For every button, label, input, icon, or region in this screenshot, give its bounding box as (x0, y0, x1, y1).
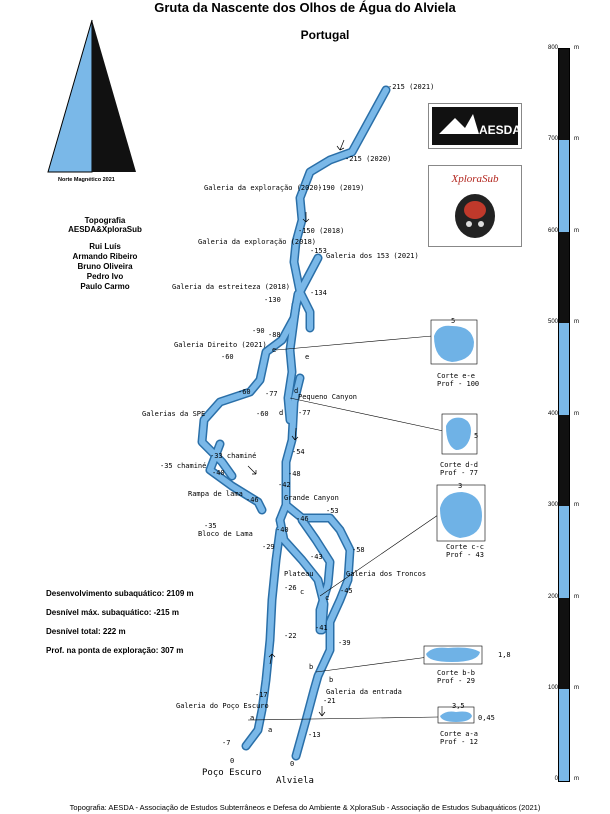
passage-label: Rampa de lama (188, 490, 243, 498)
section-dimension: 5 (451, 317, 456, 325)
depth-label: -43 (310, 553, 323, 561)
section-name: Corte c-c (446, 543, 484, 551)
passage-label: -33 chaminé (210, 452, 257, 460)
depth-label: -21 (323, 697, 336, 705)
depth-label: -130 (264, 296, 281, 304)
section-d-d (442, 414, 477, 454)
depth-scale-tick: 600 (547, 228, 558, 234)
stat-max-depth: Desnível máx. subaquático: -215 m (46, 608, 179, 617)
depth-scale-tick: 100 (547, 685, 558, 691)
passage-label: Pequeno Canyon (298, 393, 358, 401)
depth-label: -48 (288, 470, 301, 478)
credits-name: Paulo Carmo (80, 282, 130, 291)
depth-scale-tick: 400 (547, 411, 558, 417)
section-depth: Prof - 43 (446, 551, 484, 559)
section-c-c (437, 485, 485, 541)
station-label: e (305, 353, 310, 361)
depth-label: -190 (2019) (318, 184, 365, 192)
depth-label: -22 (284, 632, 297, 640)
depth-label: -77 (265, 390, 278, 398)
map-subtitle: Portugal (300, 28, 350, 42)
station-label: d (294, 387, 299, 395)
footer-credits: Topografia: AESDA - Associação de Estudos Subterrâneos e Defesa do Ambiente & XploraSub - Associação de Estudos Subaquáticos (2021) (69, 803, 541, 812)
passage-label: Galeria dos 153 (2021) (326, 252, 419, 260)
depth-scale-unit: m (574, 502, 579, 508)
depth-label: -13 (308, 731, 321, 739)
depth-label: -60 (221, 353, 234, 361)
depth-label: -7 (222, 739, 231, 747)
depth-label: -40 (276, 526, 289, 534)
entrance-label: Alviela (276, 776, 314, 786)
section-depth: Prof - 100 (437, 380, 480, 388)
depth-label: -29 (262, 543, 275, 551)
station-label: d (279, 409, 284, 417)
depth-scale-unit: m (574, 319, 579, 325)
credits-heading-1: Topografia (84, 216, 126, 225)
passage-label: Galeria da estreiteza (2018) (172, 283, 291, 291)
section-depth: Prof - 29 (437, 677, 475, 685)
depth-scale-unit: m (574, 136, 579, 142)
depth-label: -60 (238, 388, 251, 396)
passage-label: Galeria dos Troncos (346, 570, 427, 578)
depth-label: -90 (252, 327, 265, 335)
entrance-label: Poço Escuro (202, 768, 262, 778)
map-title: Gruta da Nascente dos Olhos de Água do Alviela (154, 0, 456, 15)
depth-scale-tick: 0 (554, 776, 558, 782)
section-dimension: 1,8 (498, 651, 511, 659)
depth-scale-tick: 300 (547, 502, 558, 508)
stat-exploration-tip: Prof. na ponta de exploração: 307 m (46, 646, 184, 655)
passage-label: Plateau (284, 570, 314, 578)
station-label: a (268, 726, 273, 734)
station-label: c (325, 594, 330, 602)
passage-label: Galeria do Poço Escuro (176, 702, 269, 710)
section-dimension: 3,5 (452, 702, 465, 710)
section-depth: Prof - 77 (440, 469, 478, 477)
passage-label: -35 chaminé (160, 462, 207, 470)
depth-label: -42 (278, 481, 291, 489)
station-label: a (250, 714, 255, 722)
depth-scale-unit: m (574, 685, 579, 691)
passage-label: Bloco de Lama (198, 530, 253, 538)
depth-label: -77 (298, 409, 311, 417)
depth-label: -39 (338, 639, 351, 647)
section-dimension: 0,45 (478, 714, 495, 722)
section-name: Corte b-b (437, 669, 475, 677)
station-label: b (309, 663, 314, 671)
depth-label: -54 (292, 448, 305, 456)
passage-label: Galeria da entrada (326, 688, 402, 696)
credits-name: Rui Luís (89, 242, 121, 251)
passage-label: Grande Canyon (284, 494, 339, 502)
section-dimension: 3 (458, 482, 463, 490)
section-b-b (424, 646, 482, 664)
depth-scale-unit: m (574, 411, 579, 417)
depth-scale-unit: m (574, 45, 579, 51)
section-name: Corte a-a (440, 730, 478, 738)
depth-scale-tick: 500 (547, 319, 558, 325)
depth-label: -88 (268, 331, 281, 339)
passage-label: Galeria da exploração (2018) (198, 238, 317, 246)
section-name: Corte e-e (437, 372, 475, 380)
station-label: e (272, 346, 277, 354)
depth-label: -17 (255, 691, 268, 699)
depth-label: -40 (212, 469, 225, 477)
passage-label: Galerias da SPE (142, 410, 206, 418)
credits-name: Pedro Ivo (86, 272, 124, 281)
station-label: b (329, 676, 334, 684)
depth-label: -41 (315, 624, 328, 632)
depth-label: 0 (290, 760, 295, 768)
passage-label: Galeria Direito (2021) (174, 341, 267, 349)
station-label: c (300, 588, 305, 596)
depth-scale-tick: 700 (547, 136, 558, 142)
section-depth: Prof - 12 (440, 738, 478, 746)
depth-scale-unit: m (574, 776, 579, 782)
depth-label: -215 (2021) (388, 83, 435, 91)
depth-label: -58 (352, 546, 365, 554)
credits-name: Armando Ribeiro (72, 252, 138, 261)
depth-label: -26 (284, 584, 297, 592)
section-e-e (431, 320, 477, 364)
section-name: Corte d-d (440, 461, 478, 469)
stat-development: Desenvolvimento subaquático: 2109 m (46, 589, 194, 598)
section-dimension: 5 (474, 432, 479, 440)
north-arrow-label: Norte Magnético 2021 (58, 177, 115, 183)
passage-label: Galeria da exploração (2020) (204, 184, 323, 192)
depth-scale-tick: 200 (547, 594, 558, 600)
stat-total-drop: Desnível total: 222 m (46, 627, 126, 636)
passage-label: -35 (204, 522, 217, 530)
depth-label: -150 (2018) (298, 227, 345, 235)
depth-label: -46 (296, 515, 309, 523)
depth-label: -215 (2020) (345, 155, 392, 163)
depth-label: 0 (230, 757, 235, 765)
aesda-logo-text: AESDA (479, 123, 521, 137)
depth-label: -134 (310, 289, 327, 297)
xplorasub-logo-text: XploraSub (451, 173, 499, 185)
depth-scale-unit: m (574, 228, 579, 234)
depth-scale-tick: 800 (547, 45, 558, 51)
depth-label: -46 (246, 496, 259, 504)
depth-label: -60 (256, 410, 269, 418)
depth-scale-unit: m (574, 594, 579, 600)
depth-label: -153 (310, 247, 327, 255)
credits-heading-2: AESDA&XploraSub (68, 225, 142, 234)
depth-label: -45 (340, 587, 353, 595)
credits-name: Bruno Oliveira (77, 262, 133, 271)
depth-label: -53 (326, 507, 339, 515)
